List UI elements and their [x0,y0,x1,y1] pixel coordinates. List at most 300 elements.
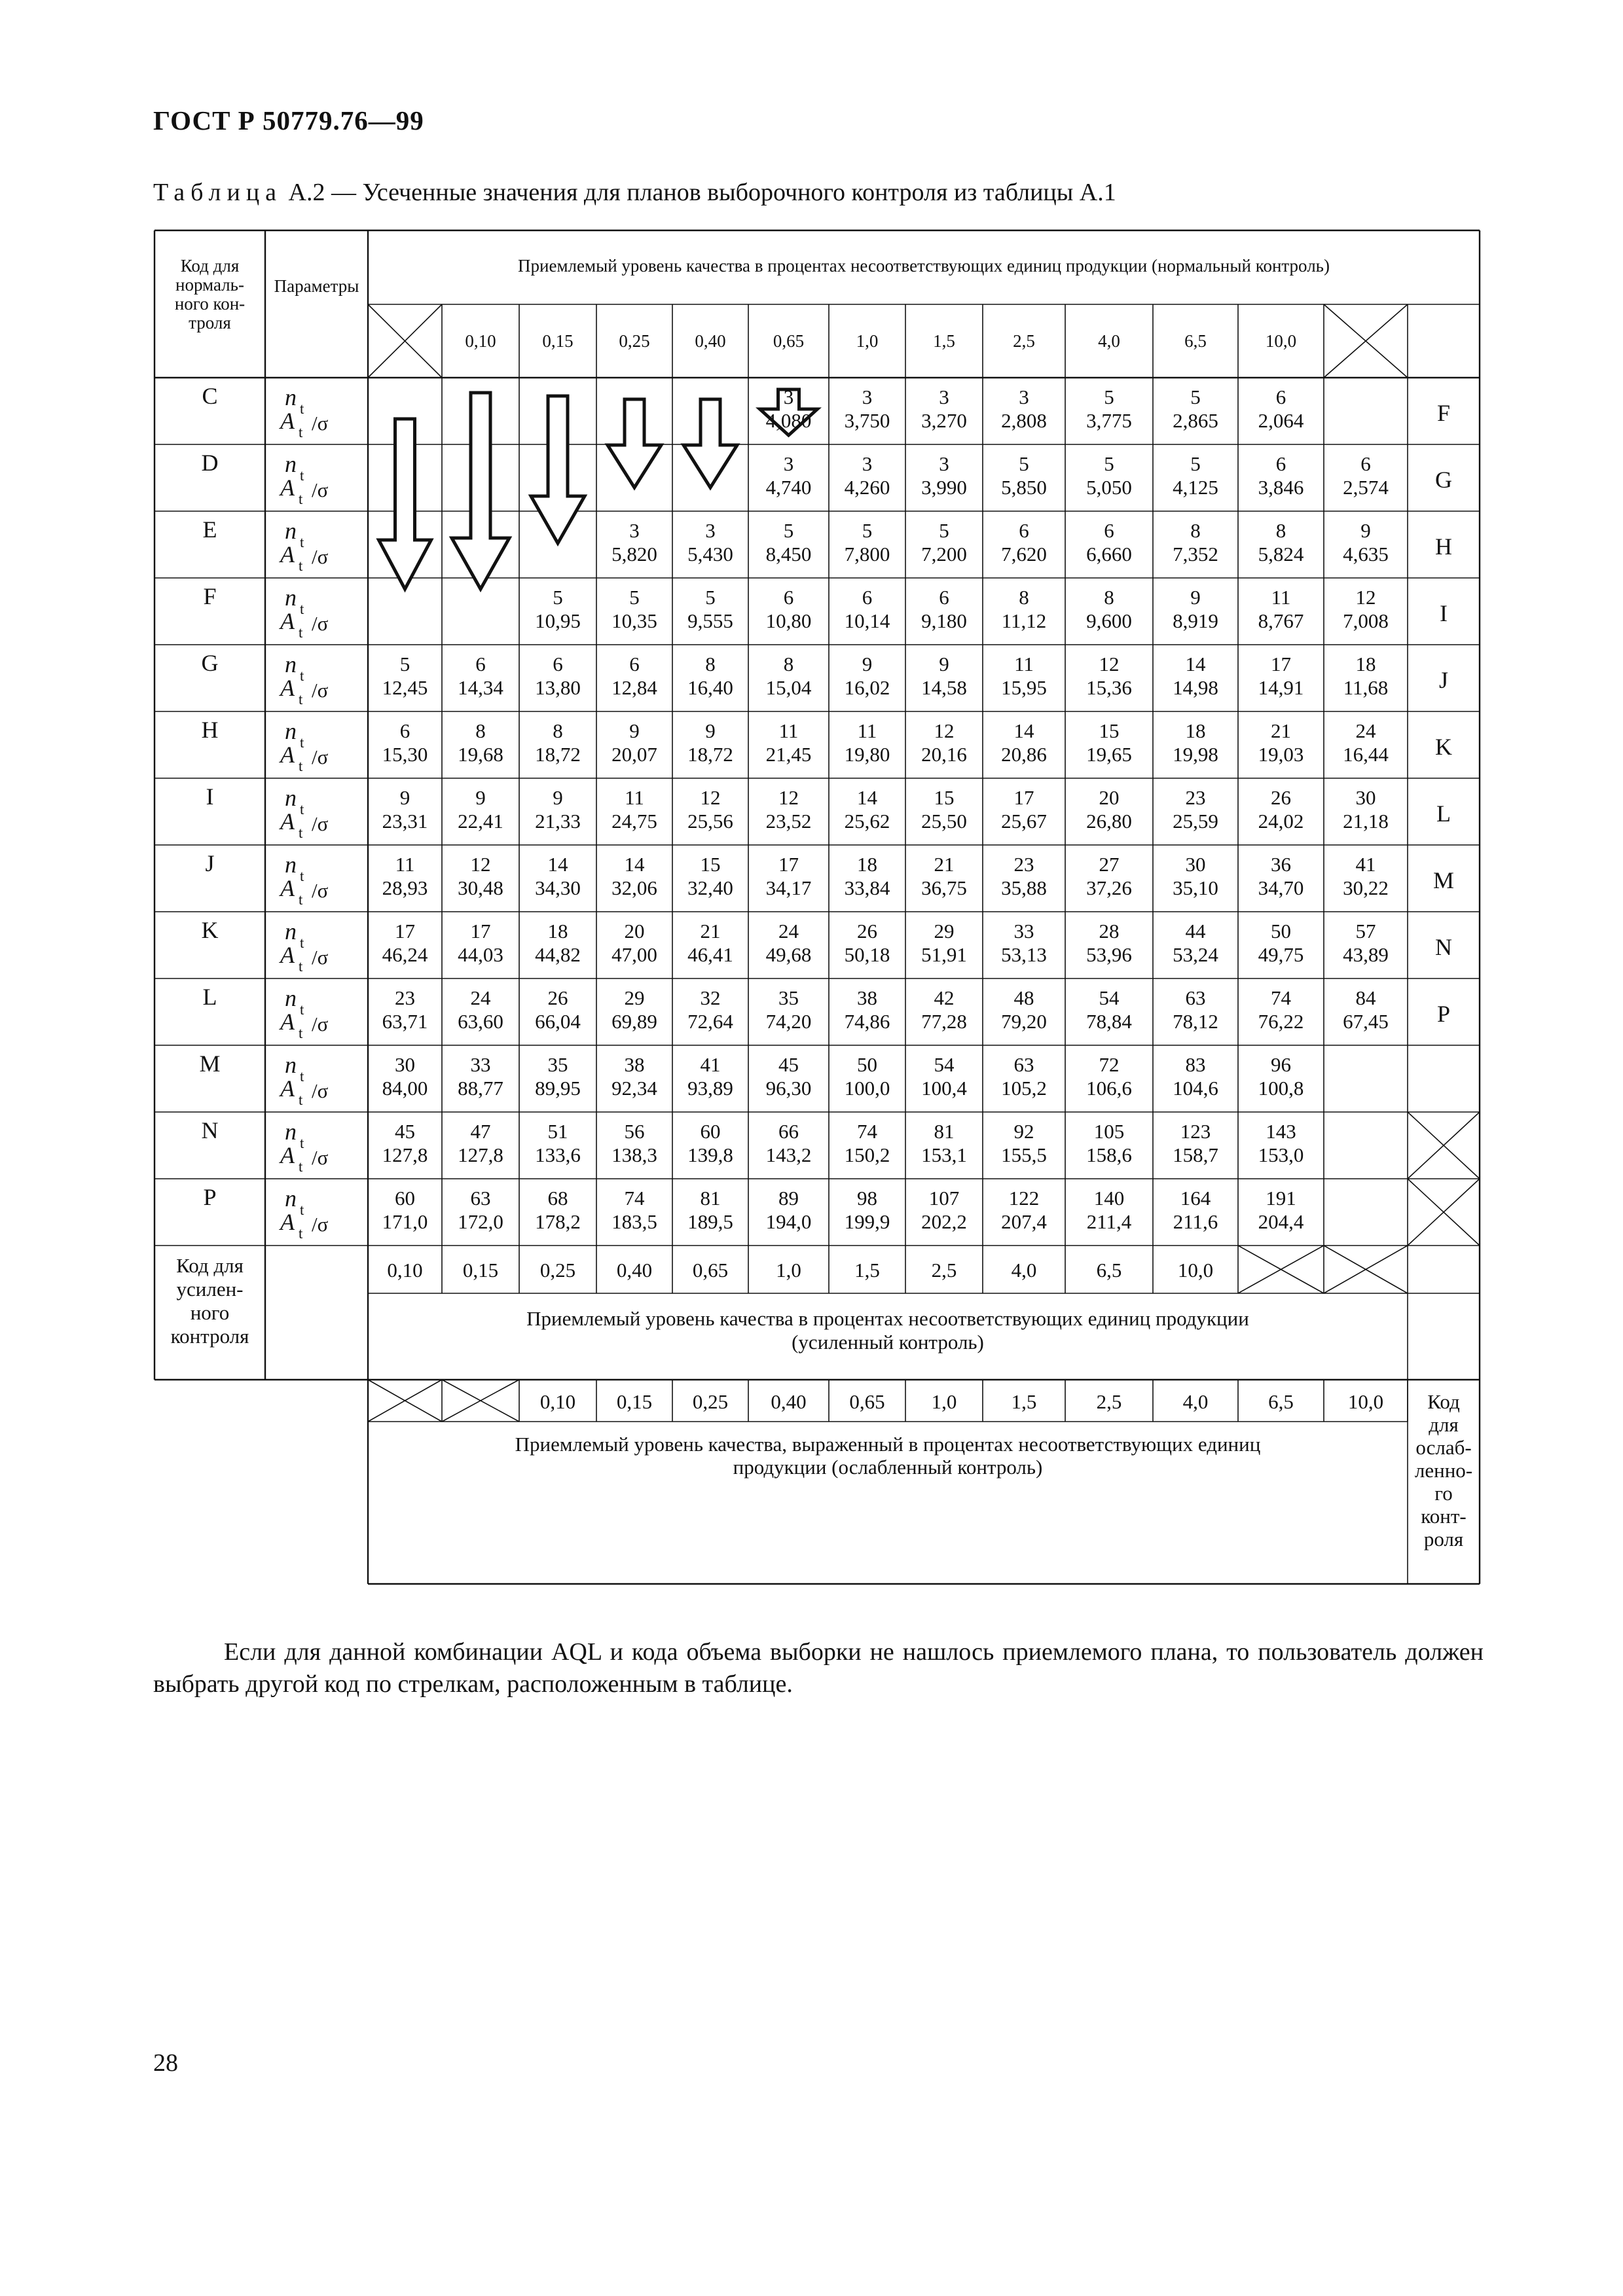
cell-ratio: 26,80 [1086,810,1132,833]
cell-ratio: 74,20 [765,1010,812,1033]
aql-tight-value: 2,5 [931,1259,957,1282]
cell-ratio: 63,71 [382,1010,428,1033]
code-normal-header: ного кон- [174,294,246,314]
code-reduced-header: Код [1427,1390,1460,1413]
param-A-sub: t [299,958,303,975]
cell-n: 11 [1271,586,1291,609]
cell-ratio: 5,050 [1086,476,1132,499]
aql-reduced-value: 0,65 [849,1390,885,1413]
cell-ratio: 4,080 [765,409,812,432]
cell-n: 9 [553,786,563,809]
cell-n: 105 [1093,1120,1125,1143]
cell-n: 20 [1099,786,1120,809]
row-code: L [202,984,217,1010]
cell-n: 18 [1185,719,1206,742]
cell-n: 63 [470,1187,491,1210]
cell-ratio: 96,30 [765,1077,812,1100]
down-arrow-icon [608,399,661,488]
table-crosses [368,304,1480,1422]
cell-n: 3 [862,386,873,408]
cell-n: 11 [778,719,799,742]
cell-ratio: 2,064 [1258,409,1304,432]
cell-ratio: 11,68 [1343,676,1389,699]
param-n: n [285,718,297,744]
cell-n: 42 [934,986,955,1009]
cell-ratio: 127,8 [382,1143,428,1166]
cell-n: 17 [1013,786,1034,809]
cell-ratio: 66,04 [535,1010,581,1033]
cell-ratio: 53,96 [1086,943,1132,966]
cell-n: 15 [934,786,955,809]
cell-n: 5 [553,586,563,609]
cell-ratio: 16,02 [844,676,890,699]
code-tight-header: усилен- [176,1278,244,1300]
cell-ratio: 8,767 [1258,609,1304,632]
cell-ratio: 32,40 [687,876,733,899]
cell-n: 9 [475,786,486,809]
cell-n: 63 [1185,986,1206,1009]
cell-ratio: 178,2 [535,1210,581,1233]
param-n: n [285,1119,297,1145]
cell-ratio: 18,72 [535,743,581,766]
cell-ratio: 158,6 [1086,1143,1132,1166]
param-A: A [280,541,295,567]
cell-n: 27 [1099,853,1120,876]
cell-ratio: 19,98 [1173,743,1218,766]
aql-tight-value: 10,0 [1177,1259,1214,1282]
cell-n: 33 [470,1053,491,1076]
cell-n: 36 [1271,853,1291,876]
cell-ratio: 5,850 [1001,476,1047,499]
cell-ratio: 23,52 [765,810,812,833]
cell-n: 44 [1185,920,1206,942]
cell-ratio: 35,10 [1173,876,1218,899]
cell-n: 15 [700,853,721,876]
aql-tight-value: 0,40 [616,1259,653,1282]
row-code: D [201,450,219,476]
cell-n: 8 [1190,519,1201,542]
aql-tight-value: 1,0 [776,1259,801,1282]
row-right-code: I [1440,600,1448,626]
cell-n: 38 [624,1053,645,1076]
param-n: n [285,785,297,811]
cell-n: 8 [475,719,486,742]
cell-n: 29 [934,920,955,942]
param-A: A [280,808,295,834]
cell-ratio: 4,740 [765,476,812,499]
cell-ratio: 25,56 [687,810,733,833]
cell-ratio: 10,80 [765,609,812,632]
cell-n: 63 [1013,1053,1034,1076]
cell-ratio: 67,45 [1343,1010,1389,1033]
cell-ratio: 183,5 [611,1210,657,1233]
cell-ratio: 46,41 [687,943,733,966]
param-n-sub: t [300,467,304,484]
cell-ratio: 211,4 [1086,1210,1132,1233]
cell-ratio: 194,0 [765,1210,812,1233]
cell-ratio: 51,91 [921,943,967,966]
cell-ratio: 63,60 [458,1010,503,1033]
aql-normal-value: 1,5 [933,331,955,351]
aql-tight-value: 1,5 [854,1259,880,1282]
param-A-sub: t [299,491,303,507]
code-tight-header: ного [190,1301,230,1324]
row-code: P [203,1184,217,1210]
cell-ratio: 20,07 [611,743,657,766]
cell-n: 45 [778,1053,799,1076]
cell-ratio: 14,58 [921,676,967,699]
param-A: A [280,742,295,768]
param-n: n [285,1185,297,1211]
cell-n: 6 [1019,519,1029,542]
cell-ratio: 104,6 [1173,1077,1218,1100]
param-n: n [285,985,297,1011]
cell-n: 5 [1104,386,1114,408]
param-n: n [285,518,297,544]
row-right-code: H [1435,533,1452,560]
cell-ratio: 133,6 [535,1143,581,1166]
cell-ratio: 49,75 [1258,943,1304,966]
cell-n: 12 [1355,586,1376,609]
cell-ratio: 89,95 [535,1077,581,1100]
down-arrow-icon [531,396,585,543]
param-A-tail: /σ [312,1013,329,1035]
cell-ratio: 7,008 [1343,609,1389,632]
param-A: A [280,942,295,968]
aql-reduced-value: 4,0 [1182,1390,1209,1413]
cell-n: 50 [857,1053,877,1076]
table-text [171,256,1473,1551]
table-caption-text: А.2 — Усеченные значения для планов выборочного контроля из таблицы А.1 [288,179,1116,206]
aql-normal-value: 4,0 [1098,331,1120,351]
cell-n: 3 [1019,386,1029,408]
page-number: 28 [153,2049,178,2077]
cell-n: 6 [783,586,794,609]
cell-ratio: 5,820 [611,543,657,565]
param-A-tail: /σ [312,1079,329,1102]
row-right-code: L [1436,800,1451,827]
cell-n: 33 [1013,920,1034,942]
cell-ratio: 15,30 [382,743,428,766]
cell-n: 21 [1271,719,1291,742]
param-A: A [280,408,295,434]
cell-n: 84 [1355,986,1376,1009]
param-n: n [285,1052,297,1078]
cell-ratio: 79,20 [1001,1010,1047,1033]
cell-n: 18 [547,920,568,942]
table-arrows [379,389,818,589]
cell-ratio: 6,660 [1086,543,1132,565]
cell-n: 5 [399,653,410,675]
param-n: n [285,651,297,677]
aql-tight-value: 0,10 [387,1259,423,1282]
cell-n: 140 [1093,1187,1125,1210]
param-A-sub: t [299,758,303,774]
cell-ratio: 2,574 [1343,476,1389,499]
cell-n: 6 [1275,452,1286,475]
cell-n: 3 [705,519,716,542]
cell-n: 50 [1271,920,1291,942]
cell-n: 14 [1185,653,1206,675]
cell-n: 48 [1013,986,1034,1009]
cell-n: 20 [624,920,645,942]
cell-ratio: 44,03 [458,943,503,966]
param-n-sub: t [300,1068,304,1085]
cell-ratio: 211,6 [1173,1210,1218,1233]
cell-ratio: 88,77 [458,1077,503,1100]
code-reduced-header: ослаб- [1415,1436,1472,1459]
cell-n: 9 [939,653,949,675]
param-n-sub: t [300,534,304,550]
aql-normal-value: 0,25 [619,331,650,351]
param-n: n [285,451,297,477]
cell-ratio: 150,2 [844,1143,890,1166]
code-reduced-header: для [1429,1413,1459,1436]
cell-n: 5 [1104,452,1114,475]
aql-reduced-title: Приемлемый уровень качества, выраженный в процентах несоответствующих единиц [515,1433,1261,1456]
cell-n: 23 [1185,786,1206,809]
cell-ratio: 158,7 [1173,1143,1218,1166]
cell-ratio: 7,352 [1173,543,1218,565]
cell-n: 14 [624,853,645,876]
cell-ratio: 28,93 [382,876,428,899]
row-code: I [206,783,214,810]
aql-reduced-value: 1,0 [931,1390,957,1413]
cell-n: 32 [700,986,721,1009]
cell-n: 26 [1271,786,1291,809]
cell-n: 3 [862,452,873,475]
cell-ratio: 50,18 [844,943,890,966]
param-A-sub: t [299,558,303,574]
cell-ratio: 3,750 [844,409,890,432]
row-code: H [201,717,219,743]
cell-n: 11 [857,719,877,742]
param-A: A [280,1209,295,1235]
aql-normal-value: 0,10 [465,331,496,351]
cell-n: 11 [395,853,415,876]
cell-n: 38 [857,986,877,1009]
cell-n: 3 [939,386,949,408]
cell-n: 98 [857,1187,877,1210]
cell-n: 5 [1190,452,1201,475]
param-n-sub: t [300,401,304,417]
cell-ratio: 3,775 [1086,409,1132,432]
cell-n: 45 [395,1120,415,1143]
aql-reduced-value: 0,40 [771,1390,807,1413]
param-A-sub: t [299,1092,303,1108]
cell-ratio: 10,35 [611,609,657,632]
cell-ratio: 12,45 [382,676,428,699]
cell-n: 21 [934,853,955,876]
code-reduced-header: роля [1423,1528,1464,1551]
aql-normal-value: 10,0 [1265,331,1297,351]
cell-n: 81 [934,1120,955,1143]
row-code: G [201,650,219,676]
cell-n: 74 [624,1187,645,1210]
param-A-sub: t [299,825,303,841]
cell-ratio: 14,91 [1258,676,1304,699]
cell-n: 8 [1275,519,1286,542]
cell-ratio: 155,5 [1001,1143,1047,1166]
cell-ratio: 18,72 [687,743,733,766]
cell-ratio: 7,800 [844,543,890,565]
cell-ratio: 78,12 [1173,1010,1218,1033]
aql-tight-title: (усиленный контроль) [792,1331,984,1354]
cell-n: 72 [1099,1053,1120,1076]
cell-n: 74 [857,1120,877,1143]
cell-ratio: 3,990 [921,476,967,499]
cell-n: 107 [928,1187,960,1210]
row-code: E [202,516,217,543]
cell-ratio: 44,82 [535,943,581,966]
cell-ratio: 5,430 [687,543,733,565]
cell-n: 8 [705,653,716,675]
param-A-tail: /σ [312,679,329,702]
cell-n: 30 [1355,786,1376,809]
cell-ratio: 7,620 [1001,543,1047,565]
param-A-sub: t [299,691,303,708]
row-right-code: K [1435,734,1452,760]
cell-ratio: 47,00 [611,943,657,966]
param-A-sub: t [299,891,303,908]
cell-n: 24 [470,986,491,1009]
cell-n: 60 [395,1187,415,1210]
aql-normal-value: 1,0 [856,331,879,351]
cell-ratio: 24,75 [611,810,657,833]
param-n: n [285,584,297,611]
cell-ratio: 14,98 [1173,676,1218,699]
cell-n: 6 [399,719,410,742]
cell-n: 23 [395,986,415,1009]
cell-n: 17 [1271,653,1291,675]
aql-tight-value: 0,65 [692,1259,729,1282]
document-header: ГОСТ Р 50779.76—99 [153,105,424,135]
cell-n: 6 [1360,452,1371,475]
cell-n: 9 [862,653,873,675]
cell-ratio: 69,89 [611,1010,657,1033]
cell-n: 8 [1019,586,1029,609]
cell-n: 54 [934,1053,955,1076]
cell-ratio: 106,6 [1086,1077,1132,1100]
aql-reduced-value: 0,10 [539,1390,576,1413]
param-A-tail: /σ [312,1146,329,1169]
cell-ratio: 172,0 [458,1210,503,1233]
cell-ratio: 78,84 [1086,1010,1132,1033]
cell-n: 26 [857,920,877,942]
cell-ratio: 204,4 [1258,1210,1304,1233]
code-reduced-header: ленно- [1414,1459,1473,1482]
cell-ratio: 49,68 [765,943,812,966]
cell-ratio: 10,95 [535,609,581,632]
cell-ratio: 35,88 [1001,876,1047,899]
cell-n: 9 [705,719,716,742]
cell-ratio: 171,0 [382,1210,428,1233]
cell-ratio: 2,865 [1173,409,1218,432]
cell-ratio: 9,180 [921,609,967,632]
cell-n: 11 [1014,653,1034,675]
cell-ratio: 37,26 [1086,876,1132,899]
param-n-sub: t [300,668,304,684]
cell-ratio: 153,0 [1258,1143,1304,1166]
row-code: F [203,583,217,609]
cell-n: 5 [1019,452,1029,475]
cell-ratio: 21,18 [1343,810,1389,833]
cell-ratio: 34,17 [765,876,812,899]
cell-ratio: 105,2 [1001,1077,1047,1100]
param-A: A [280,1009,295,1035]
params-header: Параметры [274,276,359,296]
param-n: n [285,852,297,878]
cell-n: 28 [1099,920,1120,942]
code-normal-header: Код для [180,256,240,276]
cell-n: 14 [857,786,877,809]
cell-n: 6 [1275,386,1286,408]
cell-ratio: 21,33 [535,810,581,833]
cell-n: 96 [1271,1053,1291,1076]
cell-ratio: 4,125 [1173,476,1218,499]
cell-ratio: 100,4 [921,1077,967,1100]
cell-ratio: 20,86 [1001,743,1047,766]
cell-n: 12 [700,786,721,809]
cell-n: 54 [1099,986,1120,1009]
param-A-sub: t [299,1158,303,1175]
cell-ratio: 16,40 [687,676,733,699]
cell-n: 6 [862,586,873,609]
cell-n: 89 [778,1187,799,1210]
cell-ratio: 13,80 [535,676,581,699]
aql-normal-value: 2,5 [1013,331,1035,351]
row-code: M [199,1050,221,1077]
row-code: N [201,1117,219,1143]
cell-n: 3 [783,386,794,408]
cell-ratio: 14,34 [458,676,503,699]
cell-n: 24 [1355,719,1376,742]
cell-n: 191 [1266,1187,1296,1210]
cell-ratio: 74,86 [844,1010,890,1033]
row-right-code: G [1435,467,1452,493]
param-n: n [285,918,297,944]
param-A-tail: /σ [312,412,329,435]
cell-ratio: 8,450 [765,543,812,565]
cell-n: 60 [700,1120,721,1143]
cell-ratio: 25,67 [1001,810,1047,833]
cell-ratio: 34,70 [1258,876,1304,899]
code-tight-header: контроля [170,1325,249,1348]
cell-ratio: 100,0 [844,1077,890,1100]
code-tight-header: Код для [176,1254,244,1277]
cell-ratio: 139,8 [687,1143,733,1166]
cell-ratio: 4,260 [844,476,890,499]
cell-ratio: 153,1 [921,1143,967,1166]
param-A-sub: t [299,1025,303,1041]
cell-n: 12 [1099,653,1120,675]
cell-ratio: 9,555 [687,609,733,632]
cell-n: 11 [625,786,644,809]
aql-tight-value: 6,5 [1096,1259,1122,1282]
param-A: A [280,875,295,901]
aql-tight-title: Приемлемый уровень качества в процентах несоответствующих единиц продукции [526,1307,1249,1330]
code-normal-header: троля [189,313,231,332]
row-right-code: N [1435,934,1452,960]
param-A-tail: /σ [312,812,329,835]
cell-n: 35 [778,986,799,1009]
cell-n: 30 [1185,853,1206,876]
cell-ratio: 15,95 [1001,676,1047,699]
cell-ratio: 92,34 [611,1077,657,1100]
cell-ratio: 25,59 [1173,810,1218,833]
cell-ratio: 16,44 [1343,743,1389,766]
param-A: A [280,675,295,701]
